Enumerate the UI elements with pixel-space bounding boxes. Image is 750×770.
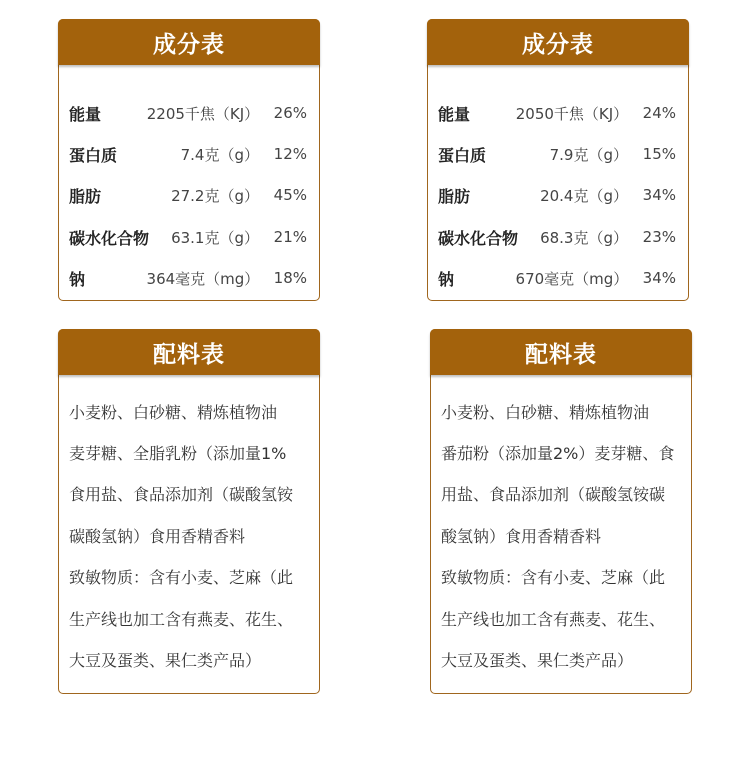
nutrient-percent: 45% xyxy=(273,186,307,204)
nutrition-panel-2 xyxy=(427,19,689,301)
nutrient-name: 能量 xyxy=(438,104,471,124)
ingredient-line: 碳酸氢钠）食用香精香料 xyxy=(69,527,246,546)
ingredient-line: 麦芽糖、全脂乳粉（添加量1% xyxy=(69,444,287,463)
nutrient-name: 钠 xyxy=(438,269,455,289)
ingredient-panel-title: 配料表 xyxy=(58,329,320,375)
nutrient-amount: 68.3克（g） xyxy=(540,228,628,247)
ingredient-line: 生产线也加工含有燕麦、花生、 xyxy=(441,610,666,629)
nutrient-name: 蛋白质 xyxy=(69,145,118,165)
nutrition-row xyxy=(438,100,676,126)
ingredient-panel-2 xyxy=(430,329,692,694)
nutrient-percent: 18% xyxy=(273,269,307,287)
nutrient-amount: 7.4克（g） xyxy=(180,145,259,164)
ingredient-line: 大豆及蛋类、果仁类产品） xyxy=(441,651,634,670)
nutrient-percent: 15% xyxy=(642,145,676,163)
ingredient-panel-1 xyxy=(58,329,320,694)
nutrition-row xyxy=(438,182,676,208)
nutrient-percent: 21% xyxy=(273,228,307,246)
ingredient-line: 大豆及蛋类、果仁类产品） xyxy=(69,651,262,670)
nutrient-percent: 24% xyxy=(642,104,676,122)
ingredient-line: 食用盐、食品添加剂（碳酸氢铵 xyxy=(69,485,294,504)
nutrient-percent: 23% xyxy=(642,228,676,246)
nutrient-name: 脂肪 xyxy=(438,186,471,206)
nutrient-amount: 27.2克（g） xyxy=(171,186,259,205)
nutrition-row xyxy=(438,265,676,291)
nutrient-name: 脂肪 xyxy=(69,186,102,206)
nutrient-amount: 2205千焦（KJ） xyxy=(146,104,260,123)
ingredient-line: 生产线也加工含有燕麦、花生、 xyxy=(69,610,294,629)
nutrient-amount: 20.4克（g） xyxy=(540,186,628,205)
nutrient-name: 蛋白质 xyxy=(438,145,487,165)
nutrient-amount: 2050千焦（KJ） xyxy=(515,104,629,123)
nutrient-percent: 34% xyxy=(642,186,676,204)
nutrition-panel-1 xyxy=(58,19,320,301)
nutrition-panel-title: 成分表 xyxy=(427,19,689,65)
ingredient-line: 致敏物质：含有小麦、芝麻（此 xyxy=(69,568,294,587)
nutrient-percent: 26% xyxy=(273,104,307,122)
ingredient-line: 小麦粉、白砂糖、精炼植物油 xyxy=(441,403,650,422)
nutrient-percent: 12% xyxy=(273,145,307,163)
ingredient-line: 小麦粉、白砂糖、精炼植物油 xyxy=(69,403,278,422)
nutrient-amount: 364毫克（mg） xyxy=(146,269,260,288)
nutrient-name: 碳水化合物 xyxy=(438,228,519,248)
nutrient-name: 钠 xyxy=(69,269,86,289)
ingredient-panel-title: 配料表 xyxy=(430,329,692,375)
nutrition-row xyxy=(438,141,676,167)
nutrition-row xyxy=(69,182,307,208)
nutrition-row xyxy=(69,100,307,126)
nutrition-row xyxy=(69,265,307,291)
nutrition-row xyxy=(69,141,307,167)
ingredient-line: 用盐、食品添加剂（碳酸氢铵碳 xyxy=(441,485,666,504)
ingredient-line: 番茄粉（添加量2%）麦芽糖、食 xyxy=(441,444,675,463)
nutrition-panel-title: 成分表 xyxy=(58,19,320,65)
nutrition-row xyxy=(438,224,676,250)
nutrient-amount: 670毫克（mg） xyxy=(515,269,629,288)
ingredient-line: 致敏物质：含有小麦、芝麻（此 xyxy=(441,568,666,587)
nutrient-percent: 34% xyxy=(642,269,676,287)
nutrient-name: 能量 xyxy=(69,104,102,124)
nutrient-amount: 7.9克（g） xyxy=(549,145,628,164)
nutrient-name: 碳水化合物 xyxy=(69,228,150,248)
nutrition-row xyxy=(69,224,307,250)
ingredient-line: 酸氢钠）食用香精香料 xyxy=(441,527,602,546)
nutrient-amount: 63.1克（g） xyxy=(171,228,259,247)
